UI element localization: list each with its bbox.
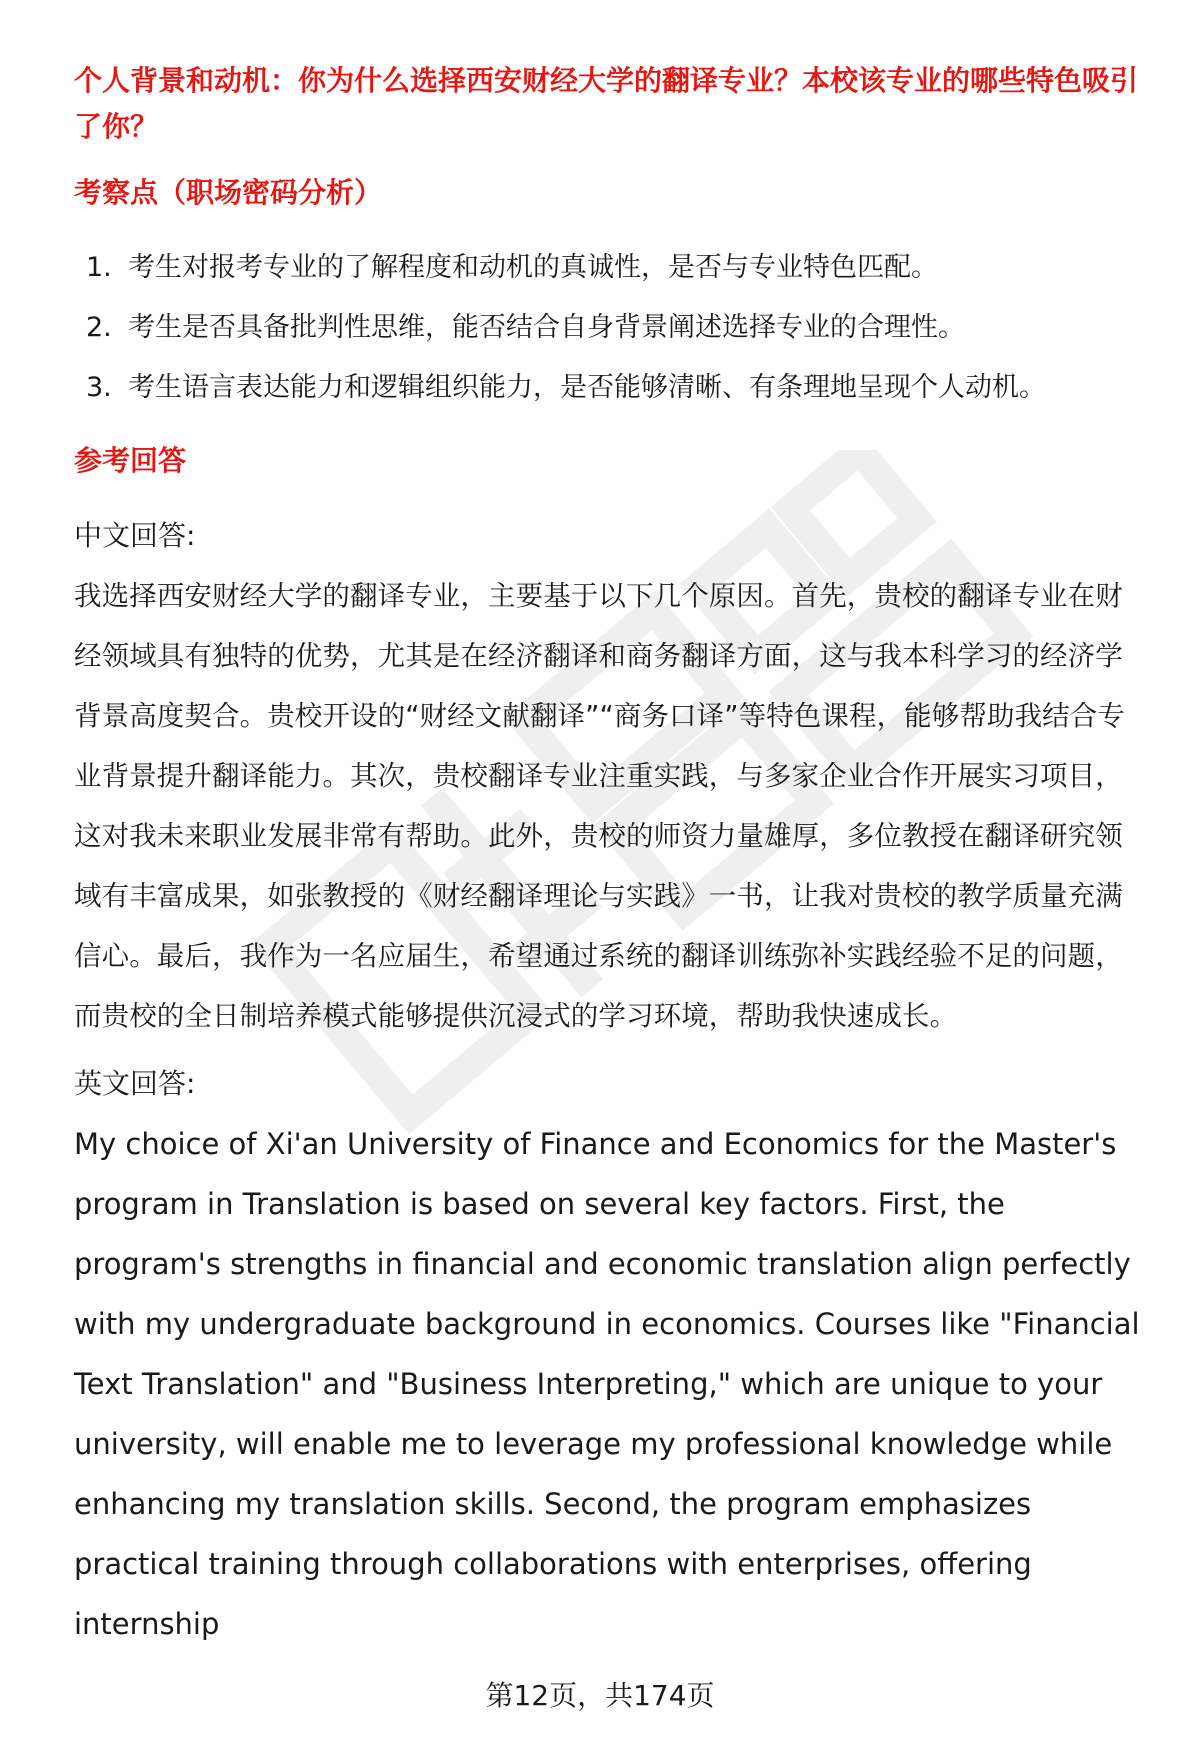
chinese-answer-label: 中文回答: bbox=[74, 519, 196, 552]
document-page bbox=[74, 58, 1146, 1654]
list-text: 考生语言表达能力和逻辑组织能力，是否能够清晰、有条理地呈现个人动机。 bbox=[128, 372, 1046, 403]
list-number: 3. bbox=[86, 372, 112, 403]
assessment-points bbox=[74, 238, 1146, 418]
list-text: 考生对报考专业的了解程度和动机的真诚性，是否与专业特色匹配。 bbox=[128, 252, 938, 283]
list-number: 2. bbox=[86, 312, 112, 343]
list-item bbox=[86, 298, 1146, 358]
reference-heading: 参考回答 bbox=[74, 444, 187, 477]
chinese-answer-text: 我选择西安财经大学的翻译专业，主要基于以下几个原因。首先，贵校的翻译专业在财经领域具有独特的优势，尤其是在经济翻译和商务翻译方面，这与我本科学习的经济学背景高度契合。贵校开设的“财经文献翻译”“商务口译”等特色课程，能够帮助我结合专业背景提升翻译能力。其次，贵校翻译专业注重实践，与多家企业合作开展实习项目，这对我未来职业发展非常有帮助。此外，贵校的师资力量雄厚，多位教授在翻译研究领域有丰富成果，如张教授的《财经翻译理论与实践》一书，让我对贵校的教学质量充满信心。最后，我作为一名应届生，希望通过系统的翻译训练弥补实践经验不足的问题，而贵校的全日制培养模式能够提供沉浸式的学习环境，帮助我快速成长。 bbox=[74, 580, 1125, 1032]
list-number: 1. bbox=[86, 252, 112, 283]
list-item bbox=[86, 238, 1146, 298]
list-text: 考生是否具备批判性思维，能否结合自身背景阐述选择专业的合理性。 bbox=[128, 312, 965, 343]
page-number: 第12页，共174页 bbox=[485, 1679, 715, 1712]
list-item bbox=[86, 358, 1146, 418]
english-answer-label: 英文回答: bbox=[74, 1067, 196, 1100]
question-title: 个人背景和动机：你为什么选择西安财经大学的翻译专业？本校该专业的哪些特色吸引了你？ bbox=[74, 64, 1139, 143]
english-answer-text: My choice of Xi'an University of Finance and Economics for the Master's program in Translation is based on several key factors. First, the program's strengths in financial and economic translation align perfectly with my undergraduate background in economics. Courses like "Financial Text Translation" and "Business Interpreting," which are unique to your university, will enable me to leverage my professional knowledge while enhancing my translation skills. Second, the program emphasizes practical training through collaborations with enterprises, offering internship bbox=[74, 1127, 1140, 1641]
assessment-heading: 考察点（职场密码分析） bbox=[74, 176, 383, 209]
